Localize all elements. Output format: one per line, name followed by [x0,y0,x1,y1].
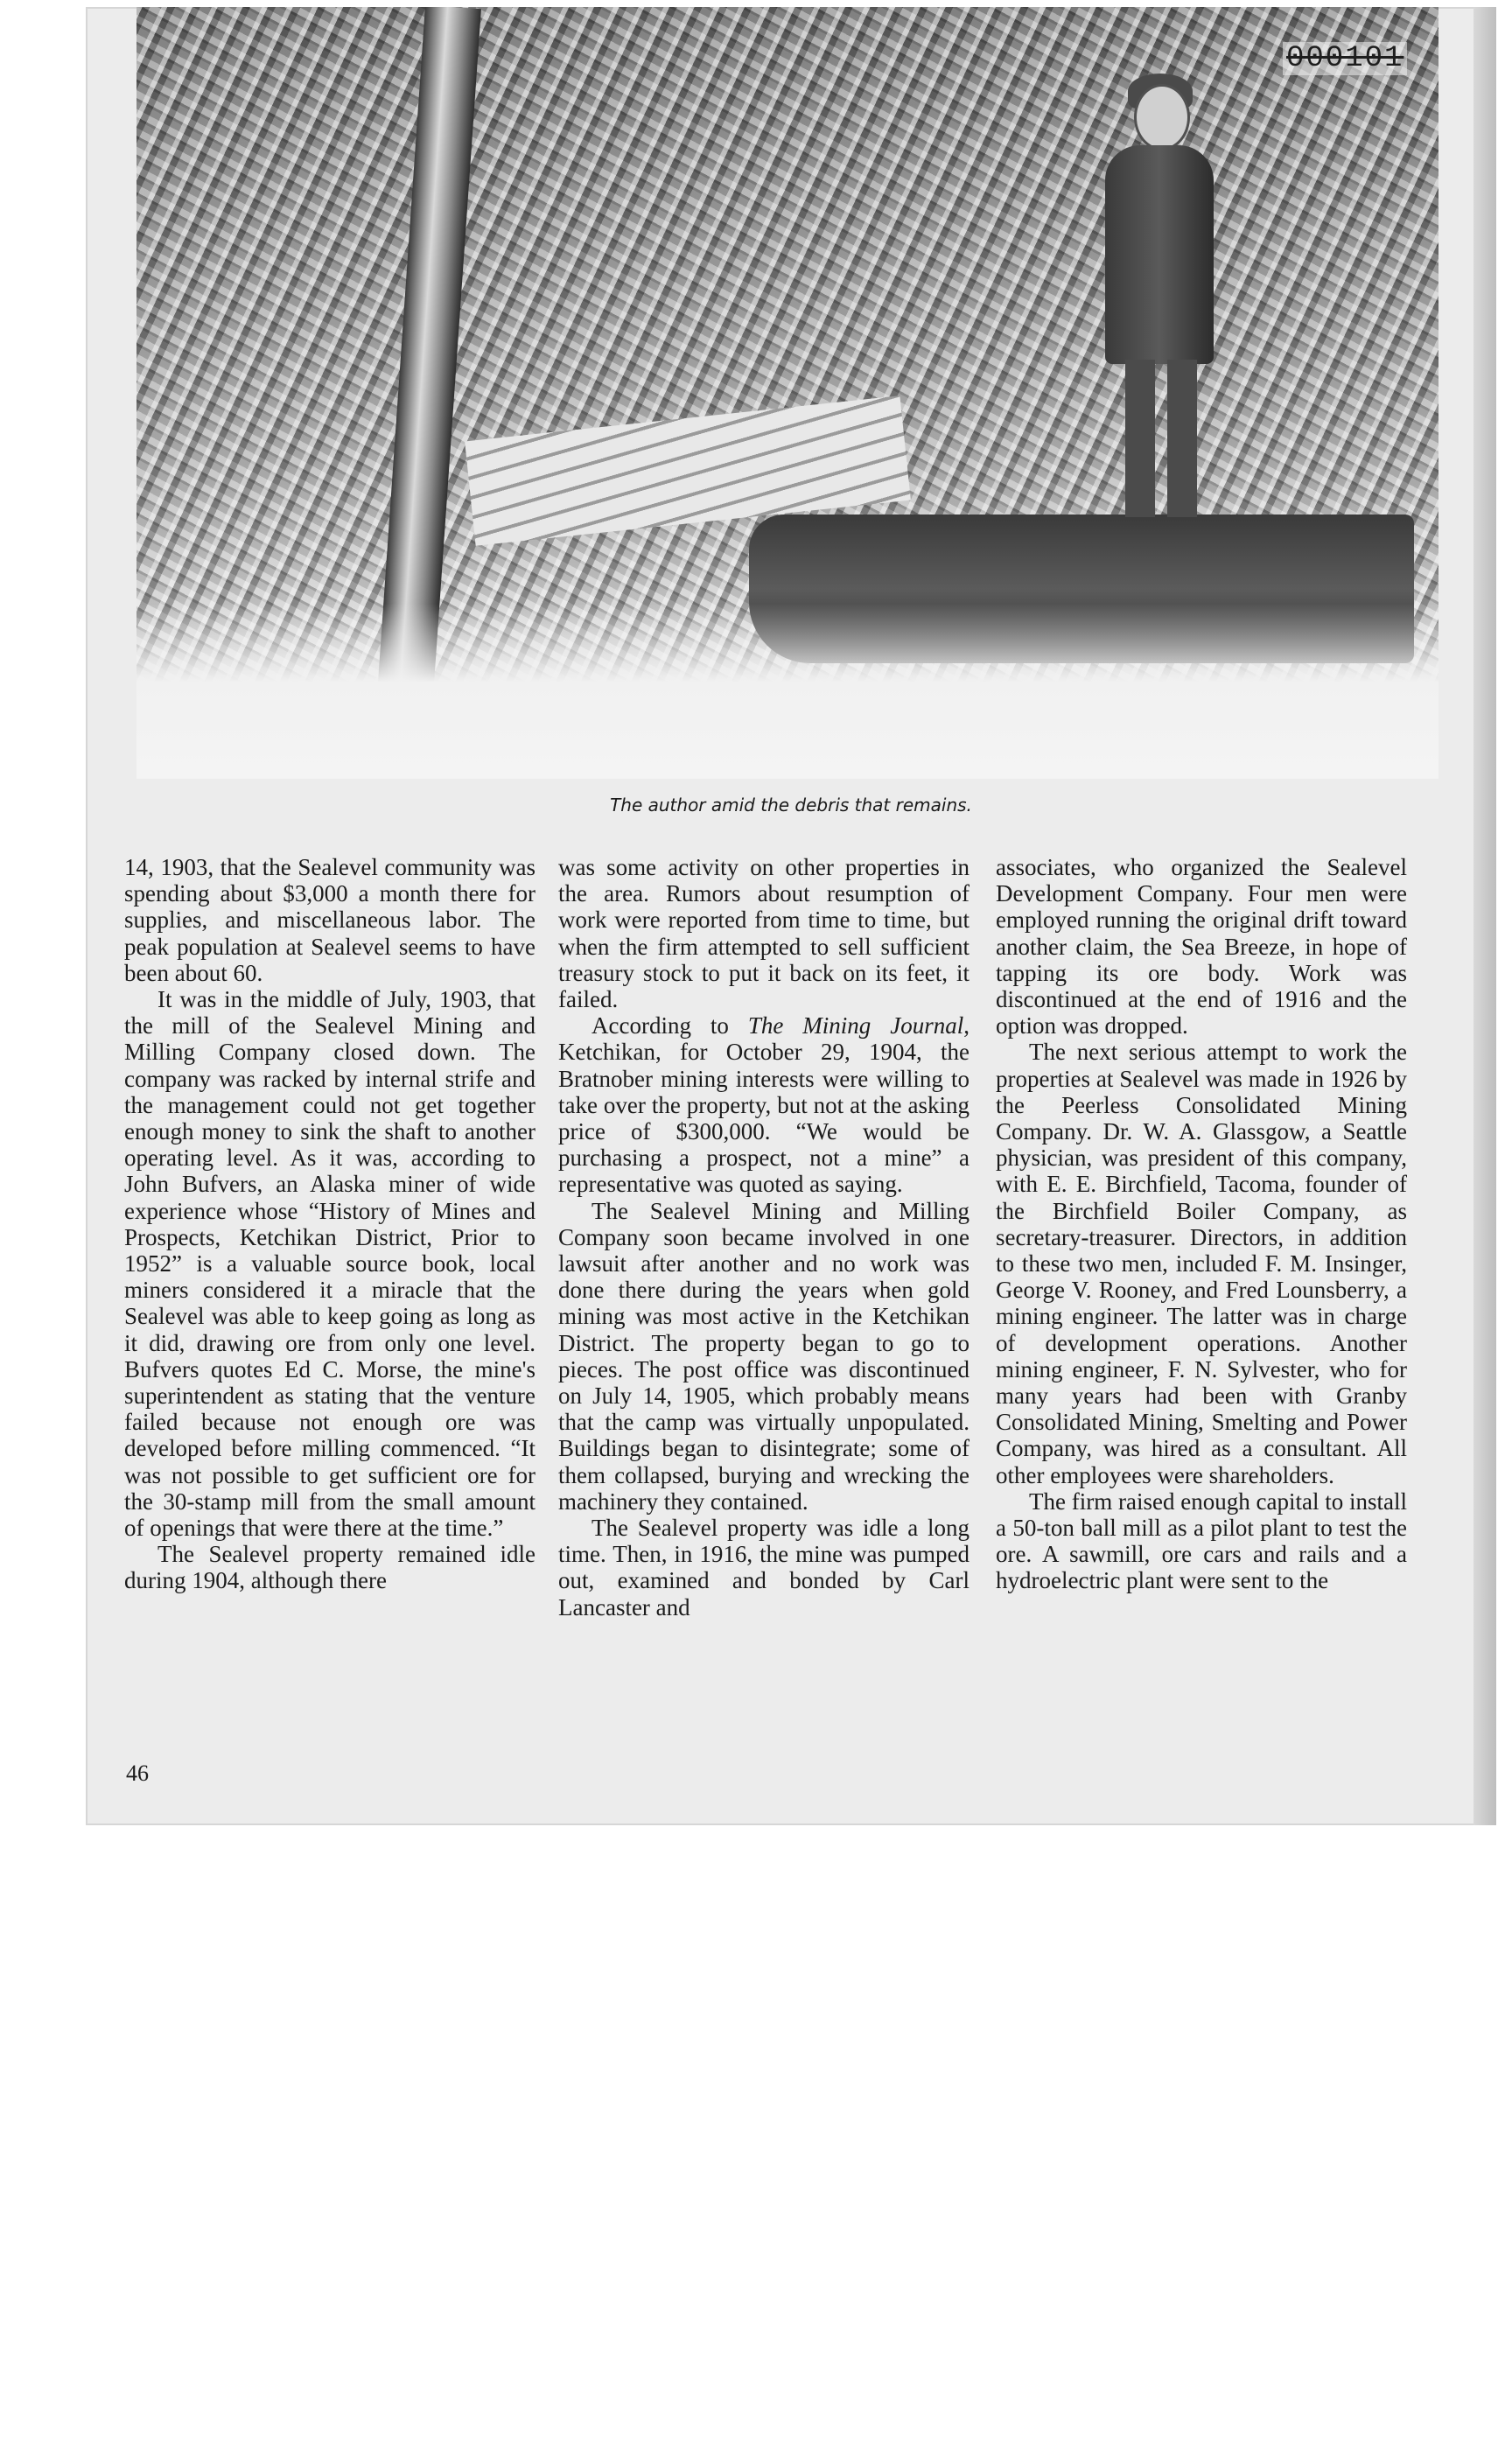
column-3 [996,854,1407,1594]
snow-ground [136,604,1438,779]
paragraph: The Sealevel property remained idle during 1904, although there [124,1541,536,1594]
archive-stamp: 000101 [1283,42,1407,75]
paragraph: The firm raised enough capital to install a 50-ton ball mill as a pilot plant to test the ore. A sawmill, ore cars and rails and a hydroelectric plant were sent to the [996,1488,1407,1594]
debris-photo [136,7,1438,779]
paragraph: associates, who organized the Sealevel Development Company. Four men were employed running the original drift toward another claim, the Sea Breeze, in hope of tapping its ore body. Work was discontinued at the end of 1916 and the option was dropped. [996,854,1407,1040]
article-body [124,854,1407,1746]
magazine-page [86,7,1496,1825]
page-edge [1474,7,1496,1825]
page-number: 46 [126,1760,149,1786]
paragraph: The next serious attempt to work the properties at Sealevel was made in 1926 by the Peerless Consolidated Mining Company. Dr. W. A. Glassgow, a Seattle physician, was president of this company, with E. E. Birchfield, Tacoma, founder of the Birchfield Boiler Company, as secretary-treasurer. Directors, in addition to these two men, included F. M. Insinger, George V. Rooney, and Fred Lounsberry, a mining engineer. The latter was in charge of development operations. Another mining engineer, F. N. Sylvester, who for many years had been with Granby Consolidated Mining, Smelting and Power Company, was hired as a consultant. All other employees were shareholders. [996,1039,1407,1488]
column-1 [124,854,536,1594]
journal-title: The Mining Journal [747,1012,964,1040]
paragraph: According to The Mining Journal, Ketchikan, for October 29, 1904, the Bratnober mining interests were willing to take over the property, but not at the asking price of $300,000. “We would be purchasing a prospect, not a mine” a representative was quoted as saying. [558,1012,970,1198]
column-2 [558,854,970,1620]
paragraph: 14, 1903, that the Sealevel community was spending about $3,000 a month there for supplies, and miscellaneous labor. The peak population at Sealevel seems to have been about 60. [124,854,536,986]
paragraph: was some activity on other properties in the area. Rumors about resumption of work were reported from time to time, but when the firm attempted to sell sufficient treasury stock to put it back on its feet, it failed. [558,854,970,1013]
paragraph: It was in the middle of July, 1903, that the mill of the Sealevel Mining and Milling Company closed down. The company was racked by internal strife and the management could not get together enough money to sink the shaft to another operating level. As it was, according to John Bufvers, an Alaska miner of wide experience whose “History of Mines and Prospects, Ketchikan District, Prior to 1952” is a valuable source book, local miners considered it a miracle that the Sealevel was able to keep going as long as it did, drawing ore from only one level. Bufvers quotes Ed C. Morse, the mine's superintendent as stating that the venture failed because not enough ore was developed before milling commenced. “It was not possible to get sufficient ore for the 30-stamp mill from the small amount of openings that were there at the time.” [124,986,536,1542]
author-figure [1086,49,1243,539]
paragraph: The Sealevel Mining and Milling Company soon became involved in one lawsuit after another and no work was done there during the years when gold mining was most active in the Ketchikan District. The property began to go to pieces. The post office was discontinued on July 14, 1905, which probably means that the camp was virtually unpopulated. Buildings began to disintegrate; some of them collapsed, burying and wrecking the machinery they contained. [558,1197,970,1515]
paragraph: The Sealevel property was idle a long time. Then, in 1916, the mine was pumped out, examined and bonded by Carl Lancaster and [558,1515,970,1620]
photo-caption: The author amid the debris that remains. [610,794,972,816]
